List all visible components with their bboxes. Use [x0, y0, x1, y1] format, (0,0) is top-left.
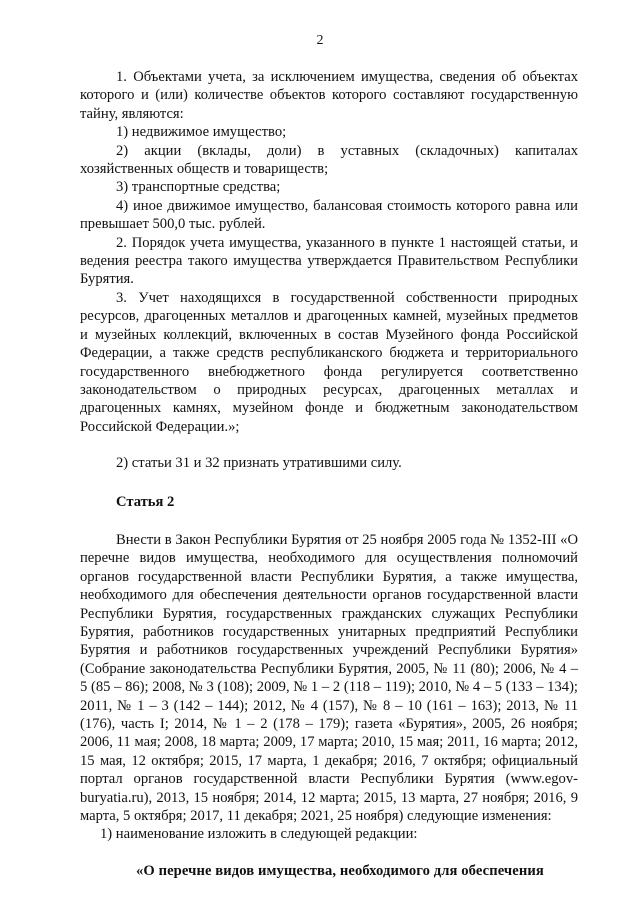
paragraph-objects-of-accounting: 1. Объектами учета, за исключением имущества, сведения об объектах которого и (или) количестве объектов которого составляют государственную тайну, являются: [80, 69, 578, 122]
list-item-vehicles: 3) транспортные средства; [116, 179, 281, 196]
list-item-movable-property: 4) иное движимое имущество, балансовая стоимость которого равна или превышает 500,0 тыс. рублей. [80, 197, 578, 233]
list-item-real-estate: 1) недвижимое имущество; [116, 124, 287, 141]
paragraph-accounting-procedure: 2. Порядок учета имущества, указанного в пункте 1 настоящей статьи, и ведения реестра такого имущества утверждается Правительством Республики Бурятия. [80, 234, 578, 288]
list-item-shares: 2) акции (вклады, доли) в уставных (складочных) капиталах хозяйственных обществ и товариществ; [80, 142, 578, 178]
paragraph-repeal-articles: 2) статьи 31 и 32 признать утратившими силу. [116, 455, 402, 472]
page-number: 2 [316, 33, 324, 48]
document-body [80, 68, 578, 880]
paragraph-natural-resources: 3. Учет находящихся в государственной собственности природных ресурсов, драгоценных металлов и драгоценных камней, музейных предметов и музейных коллекций, включенных в состав Музейного фонда Российской Федерации, а также средств республиканского бюджета и территориального государственного внебюджетного фонда регулируется соответственно законодательством о природных ресурсах, драгоценных металлах и драгоценных камнях, музейном фонде и бюджетным законодательством Российской Федерации.»; [80, 289, 578, 435]
article-heading: Статья 2 [116, 493, 175, 510]
paragraph-amendments: Внести в Закон Республики Бурятия от 25 ноября 2005 года № 1352-III «О перечне видов имущества, необходимого для осуществления полномочий органов государственной власти Республики Бурятия, а также имущества, необходимого для обеспечения деятельности органов государственной власти Республики Бурятия, государственных гражданских служащих Республики Бурятия, работников государственных унитарных предприятий Республики Бурятия и работников государственных учреждений Республики Бурятия» (Собрание законодательства Республики Бурятия, 2005, № 11 (80); 2006, № 4 – 5 (85 – 86); 2008, № 3 (108); 2009, № 1 – 2 (118 – 119); 2010, № 4 – 5 (133 – 134); 2011, № 1 – 3 (142 – 144); 2012, № 4 (157), № 8 – 10 (161 – 163); 2013, № 11 (176), часть I; 2014, № 1 – 2 (178 – 179); газета «Бурятия», 2005, 26 ноября; 2006, 11 мая; 2008, 18 марта; 2009, 17 марта; 2010, 15 мая; 2011, 16 марта; 2012, 15 мая, 12 октября; 2015, 17 марта, 1 декабря; 2016, 7 октября; официальный портал органов государственной власти Республики Бурятия (www.egov-buryatia.ru), 2013, 15 ноября; 2014, 12 марта; 2015, 13 марта, 27 ноября; 2016, 9 марта, 5 октября; 2017, 11 декабря; 2021, 25 ноября) следующие изменения: [80, 531, 578, 825]
list-item-title-change: 1) наименование изложить в следующей редакции: [100, 826, 418, 843]
new-law-title: «О перечне видов имущества, необходимого для обеспечения [136, 862, 544, 879]
